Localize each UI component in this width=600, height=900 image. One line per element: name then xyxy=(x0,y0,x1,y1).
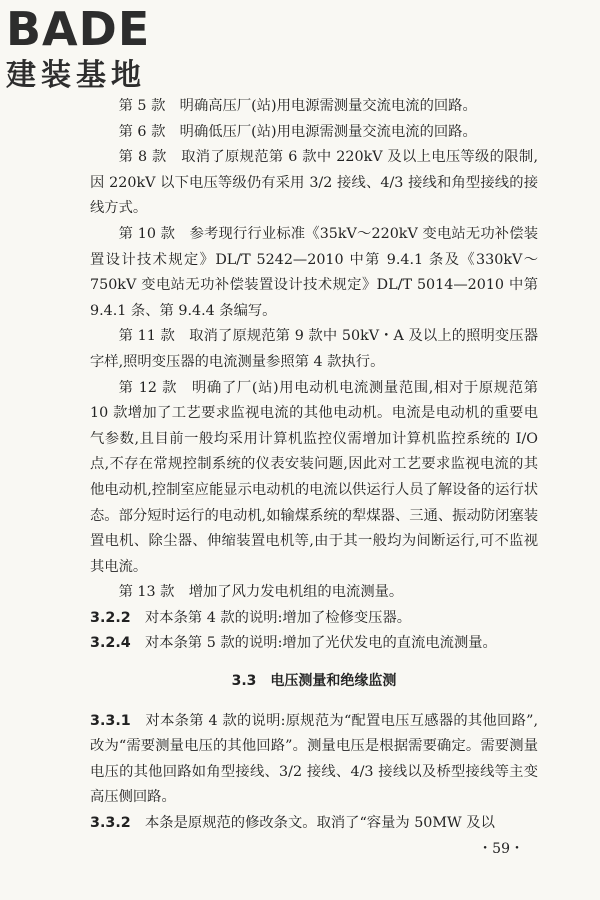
section-title: 3.3 电压测量和绝缘监测 xyxy=(231,673,397,690)
page-number: ・59・ xyxy=(478,841,524,857)
clause-number: 3.3.1 xyxy=(90,712,131,729)
logo xyxy=(6,4,184,96)
clause-text: 本条是原规范的修改条文。取消了“容量为 50MW 及以 xyxy=(145,815,495,832)
document-body xyxy=(90,94,538,837)
paragraph: 第 12 款 明确了厂(站)用电动机电流测量范围,相对于原规范第 10 款增加了工艺要求监视电流的其他电动机。电流是电动机的重要电气参数,且目前一般均采用计算机监控仪需增加计算机监控系统的 I/O 点,不存在常规控制系统的仪表安装问题,因此对工艺要求监视电流的其他电动机,控制室应能显示电动机的电流以供运行人员了解设备的运行状态。部分短时运行的电动机,如输煤系统的犁煤器、三通、振动防闭塞装置电机、除尘器、伸缩装置电机等,由于其一般均为间断运行,可不监视其电流。 xyxy=(90,379,538,575)
paragraph: 第 13 款 增加了风力发电机组的电流测量。 xyxy=(118,584,404,601)
paragraph: 第 10 款 参考现行行业标准《35kV～220kV 变电站无功补偿装置设计技术规定》DL/T 5242—2010 中第 9.4.1 条及《330kV～750kV 变电站无功补偿装置设计技术规定》DL/T 5014—2010 中第 9.4.1 条、第 9.4.4 条编写。 xyxy=(90,225,538,319)
clause-text: 对本条第 4 款的说明:原规范为“配置电压互感器的其他回路”,改为“需要测量电压的其他回路”。测量电压是根据需要确定。需要测量电压的其他回路如角型接线、3/2 接线、4/3 接线以及桥型接线等主变高压侧回路。 xyxy=(90,712,538,806)
clause-number: 3.2.2 xyxy=(90,609,131,626)
clause xyxy=(90,631,538,657)
clause-number: 3.3.2 xyxy=(90,815,131,832)
logo-mark: BADE xyxy=(6,2,151,56)
paragraph: 第 5 款 明确高压厂(站)用电源需测量交流电流的回路。 xyxy=(118,98,477,114)
clause xyxy=(90,709,538,811)
paragraph: 第 6 款 明确低压厂(站)用电源需测量交流电流的回路。 xyxy=(118,123,477,140)
clause xyxy=(90,606,538,632)
paragraph: 第 8 款 取消了原规范第 6 款中 220kV 及以上电压等级的限制,因 220kV 以下电压等级仍有采用 3/2 接线、4/3 接线和角型接线的接线方式。 xyxy=(90,149,538,217)
clause xyxy=(90,811,538,837)
clause-text: 对本条第 4 款的说明:增加了检修变压器。 xyxy=(145,609,412,626)
logo-subtitle: 建装基地 xyxy=(6,58,146,93)
clause-number: 3.2.4 xyxy=(90,635,131,652)
clause-text: 对本条第 5 款的说明:增加了光伏发电的直流电流测量。 xyxy=(145,635,497,652)
paragraph: 第 11 款 取消了原规范第 9 款中 50kV・A 及以上的照明变压器字样,照明变压器的电流测量参照第 4 款执行。 xyxy=(90,328,538,370)
